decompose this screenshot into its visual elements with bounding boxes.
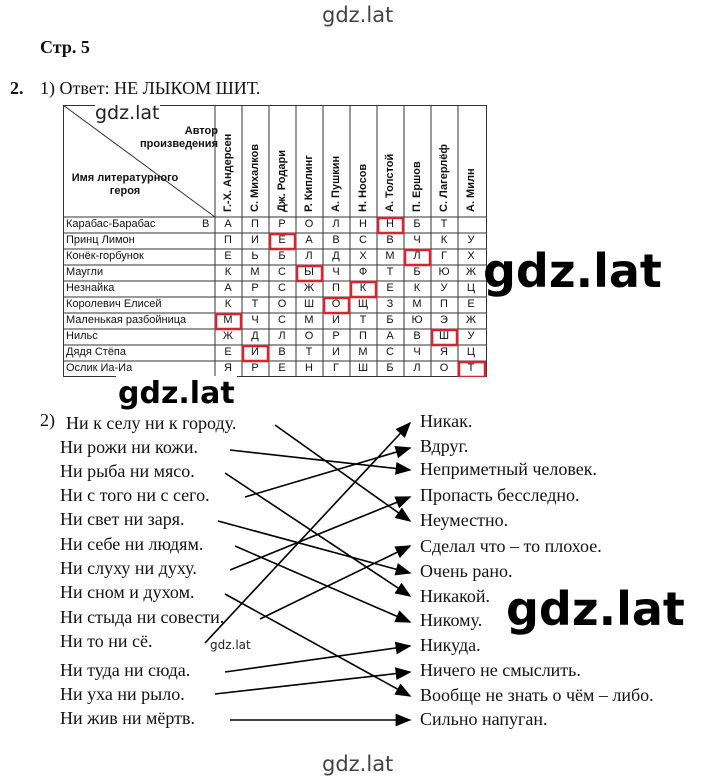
letter-cell: Е bbox=[278, 234, 286, 246]
hero-name: Конёк-горбунок bbox=[66, 250, 144, 262]
letter-cell: К bbox=[440, 234, 448, 246]
letter-cell: Е bbox=[278, 362, 286, 374]
letter-cell: И bbox=[251, 346, 259, 358]
hero-name: Маугли bbox=[66, 266, 104, 278]
letter-cell: Д bbox=[251, 330, 259, 342]
phrase-item: Ни свет ни заря. bbox=[60, 509, 185, 529]
letter-cell: А bbox=[386, 330, 394, 342]
meaning-item: Вообще не знать о чём – либо. bbox=[420, 685, 654, 705]
letter-cell: Б bbox=[386, 314, 394, 326]
letter-cell: Ж bbox=[303, 282, 315, 294]
letter-cell: Е bbox=[467, 298, 475, 310]
letter-cell: Э bbox=[440, 314, 448, 326]
letter-cell: С bbox=[278, 282, 286, 294]
author-col-1: Г.-Х. Андерсен bbox=[222, 133, 234, 212]
letter-cell: Ч bbox=[413, 234, 421, 246]
author-col-8: П. Ершов bbox=[411, 161, 423, 212]
phrase-item: Ни сном и духом. bbox=[60, 582, 195, 602]
letter-cell: Я bbox=[440, 346, 448, 358]
link-10 bbox=[205, 423, 410, 643]
letter-cell: Т bbox=[467, 362, 475, 374]
letter-cell: Б bbox=[413, 266, 421, 278]
letter-cell: С bbox=[359, 234, 367, 246]
letter-cell: Ж bbox=[465, 266, 477, 278]
letter-cell: Ш bbox=[303, 298, 315, 310]
hero-name: Ослик Иа-Иа bbox=[66, 362, 133, 374]
letter-cell: Ч bbox=[332, 266, 340, 278]
hero-name: Дядя Стёпа bbox=[66, 346, 127, 358]
meaning-item: Очень рано. bbox=[420, 561, 513, 581]
letter-cell: З bbox=[386, 298, 394, 310]
letter-cell: Г bbox=[441, 250, 447, 262]
link-9 bbox=[260, 546, 410, 619]
meaning-item: Вдруг. bbox=[420, 436, 469, 456]
letter-cell: П bbox=[359, 330, 367, 342]
letter-cell: Ю bbox=[411, 314, 423, 326]
letter-cell: Ь bbox=[251, 250, 259, 262]
letter-cell: Ф bbox=[358, 266, 368, 278]
letter-cell: О bbox=[304, 218, 314, 230]
phrase-item: Ни себе ни людям. bbox=[60, 534, 204, 554]
task-number: 2. bbox=[10, 78, 24, 98]
letter-cell: М bbox=[412, 298, 422, 310]
letter-cell: Г bbox=[333, 362, 339, 374]
watermark-big-1: gdz.lat bbox=[483, 244, 662, 298]
letter-cell: С bbox=[386, 346, 394, 358]
letter-cell: Ж bbox=[222, 330, 234, 342]
meaning-item: Неуместно. bbox=[420, 510, 509, 530]
letter-cell: Ш bbox=[438, 330, 450, 342]
watermark-bottom: gdz.lat bbox=[322, 752, 394, 776]
author-col-3: Дж. Родари bbox=[276, 150, 288, 212]
phrase-item: Ни уха ни рыло. bbox=[60, 684, 185, 704]
letter-cell: Ч bbox=[413, 346, 421, 358]
letter-cell: Б bbox=[386, 362, 394, 374]
table-header-author: Автор произведения bbox=[140, 125, 218, 150]
letter-cell: Р bbox=[278, 218, 286, 230]
link-12 bbox=[215, 672, 410, 694]
letter-cell: Х bbox=[467, 250, 475, 262]
letter-cell: О bbox=[304, 330, 314, 342]
letter-cell: О bbox=[277, 298, 287, 310]
letter-cell: Н bbox=[305, 362, 313, 374]
letter-cell: Е bbox=[224, 346, 232, 358]
table-header-hero: Имя литературного героя bbox=[71, 172, 179, 197]
letter-cell: Т bbox=[440, 218, 448, 230]
meaning-item: Никак. bbox=[420, 411, 473, 431]
answer-part1: 1) Ответ: НЕ ЛЫКОМ ШИТ. bbox=[40, 78, 261, 98]
letter-cell: П bbox=[251, 218, 259, 230]
meaning-item: Сильно напуган. bbox=[420, 709, 548, 729]
link-5 bbox=[218, 521, 410, 573]
letter-cell: Т bbox=[305, 346, 313, 358]
hero-name: Королевич Елисей bbox=[66, 298, 162, 310]
letter-cell: Ы bbox=[304, 266, 314, 278]
letter-cell: Ш bbox=[357, 362, 369, 374]
letter-cell: Т bbox=[386, 266, 394, 278]
author-col-2: С. Михалков bbox=[249, 143, 261, 212]
letter-cell: У bbox=[467, 330, 475, 342]
part2-label: 2) bbox=[40, 410, 55, 430]
letter-cell: Е bbox=[386, 282, 394, 294]
phrase-item: Ни то ни сё. bbox=[60, 631, 153, 651]
meaning-item: Ничего не смыслить. bbox=[420, 660, 581, 680]
hero-name: Маленькая разбойница bbox=[66, 314, 187, 326]
phrase-item: Ни стыда ни совести. bbox=[60, 607, 225, 627]
author-col-5: А. Пушкин bbox=[330, 155, 342, 212]
hero-name: Нильс bbox=[66, 330, 98, 342]
letter-cell: В bbox=[413, 330, 421, 342]
link-11 bbox=[225, 646, 410, 672]
letter-cell: П bbox=[332, 282, 340, 294]
hero-extra-letter: В bbox=[202, 218, 210, 230]
meaning-item: Сделал что – то плохое. bbox=[420, 536, 602, 556]
letter-cell: Т bbox=[359, 314, 367, 326]
author-col-10: А. Милн bbox=[465, 168, 477, 212]
letter-cell: С bbox=[278, 314, 286, 326]
author-col-4: Р. Киплинг bbox=[303, 155, 315, 212]
letter-cell: Б bbox=[413, 218, 421, 230]
letter-cell: А bbox=[305, 234, 313, 246]
letter-cell: К bbox=[224, 266, 232, 278]
letter-cell: Ю bbox=[438, 266, 450, 278]
letter-cell: П bbox=[224, 234, 232, 246]
watermark-big-2: gdz.lat bbox=[506, 582, 685, 636]
letter-cell: Р bbox=[251, 282, 259, 294]
letter-cell: Н bbox=[359, 218, 367, 230]
letter-cell: Ц bbox=[466, 282, 476, 294]
letter-cell: М bbox=[250, 266, 260, 278]
watermark-table: gdz.lat bbox=[95, 102, 160, 124]
letter-cell: П bbox=[440, 298, 448, 310]
phrase-item: Ни слуху ни духу. bbox=[60, 558, 197, 578]
watermark-small: gdz.lat bbox=[210, 638, 251, 652]
letter-cell: Я bbox=[224, 362, 232, 374]
letter-cell: О bbox=[331, 298, 341, 310]
author-col-9: С. Лагерлёф bbox=[438, 143, 450, 212]
author-col-6: Н. Носов bbox=[357, 163, 369, 212]
letter-cell: Л bbox=[413, 362, 421, 374]
letter-cell: М bbox=[304, 314, 314, 326]
letter-cell: Т bbox=[251, 298, 259, 310]
letter-cell: К bbox=[413, 282, 421, 294]
hero-name: Незнайка bbox=[66, 282, 115, 294]
phrase-item: Ни рыба ни мясо. bbox=[60, 461, 195, 481]
link-1 bbox=[275, 425, 410, 521]
letter-cell: О bbox=[439, 362, 449, 374]
hero-name: Карабас-Барабас bbox=[66, 218, 156, 230]
letter-cell: Ч bbox=[251, 314, 259, 326]
letter-cell: Х bbox=[359, 250, 367, 262]
author-col-7: А. Толстой bbox=[384, 153, 396, 212]
letter-cell: И bbox=[251, 234, 259, 246]
letter-cell: К bbox=[359, 282, 367, 294]
letter-cell: Б bbox=[278, 250, 286, 262]
letter-cell: С bbox=[278, 266, 286, 278]
letter-cell: Д bbox=[332, 250, 340, 262]
meaning-item: Пропасть бесследно. bbox=[420, 485, 580, 505]
page-reference: Стр. 5 bbox=[40, 37, 90, 57]
phrase-item: Ни к селу ни к городу. bbox=[66, 413, 237, 433]
meaning-item: Неприметный человек. bbox=[420, 459, 598, 479]
letter-cell: Л bbox=[413, 250, 421, 262]
watermark-top: gdz.lat bbox=[322, 3, 394, 27]
meaning-item: Никакой. bbox=[420, 586, 491, 606]
letter-cell: У bbox=[440, 282, 448, 294]
letter-cell: Е bbox=[224, 250, 232, 262]
letter-cell: И bbox=[332, 346, 340, 358]
letter-cell: Л bbox=[305, 250, 313, 262]
letter-cell: Ж bbox=[465, 314, 477, 326]
letter-cell: В bbox=[332, 234, 340, 246]
letter-cell: Щ bbox=[357, 298, 369, 310]
letter-cell: М bbox=[385, 250, 395, 262]
letter-cell: В bbox=[278, 346, 286, 358]
letter-cell: И bbox=[332, 314, 340, 326]
letter-cell: М bbox=[223, 314, 233, 326]
meaning-item: Никуда. bbox=[420, 635, 481, 655]
phrase-item: Ни рожи ни кожи. bbox=[60, 437, 198, 457]
phrase-item: Ни с того ни с сего. bbox=[60, 485, 210, 505]
letter-cell: Р bbox=[332, 330, 340, 342]
letter-cell: А bbox=[224, 282, 232, 294]
meaning-item: Никому. bbox=[420, 610, 483, 630]
letter-cell: Л bbox=[278, 330, 286, 342]
phrase-item: Ни туда ни сюда. bbox=[60, 660, 191, 680]
phrase-item: Ни жив ни мёртв. bbox=[60, 708, 195, 728]
link-4 bbox=[245, 448, 410, 497]
letter-cell: Н bbox=[386, 218, 394, 230]
letter-cell: Л bbox=[332, 218, 340, 230]
letter-cell: М bbox=[358, 346, 368, 358]
hero-name: Принц Лимон bbox=[66, 234, 135, 246]
letter-cell: К bbox=[224, 298, 232, 310]
watermark-mid: gdz.lat bbox=[118, 376, 235, 411]
letter-cell: А bbox=[224, 218, 232, 230]
letter-cell: Ц bbox=[466, 346, 476, 358]
letter-cell: В bbox=[386, 234, 394, 246]
letter-cell: У bbox=[467, 234, 475, 246]
letter-cell: Р bbox=[251, 362, 259, 374]
